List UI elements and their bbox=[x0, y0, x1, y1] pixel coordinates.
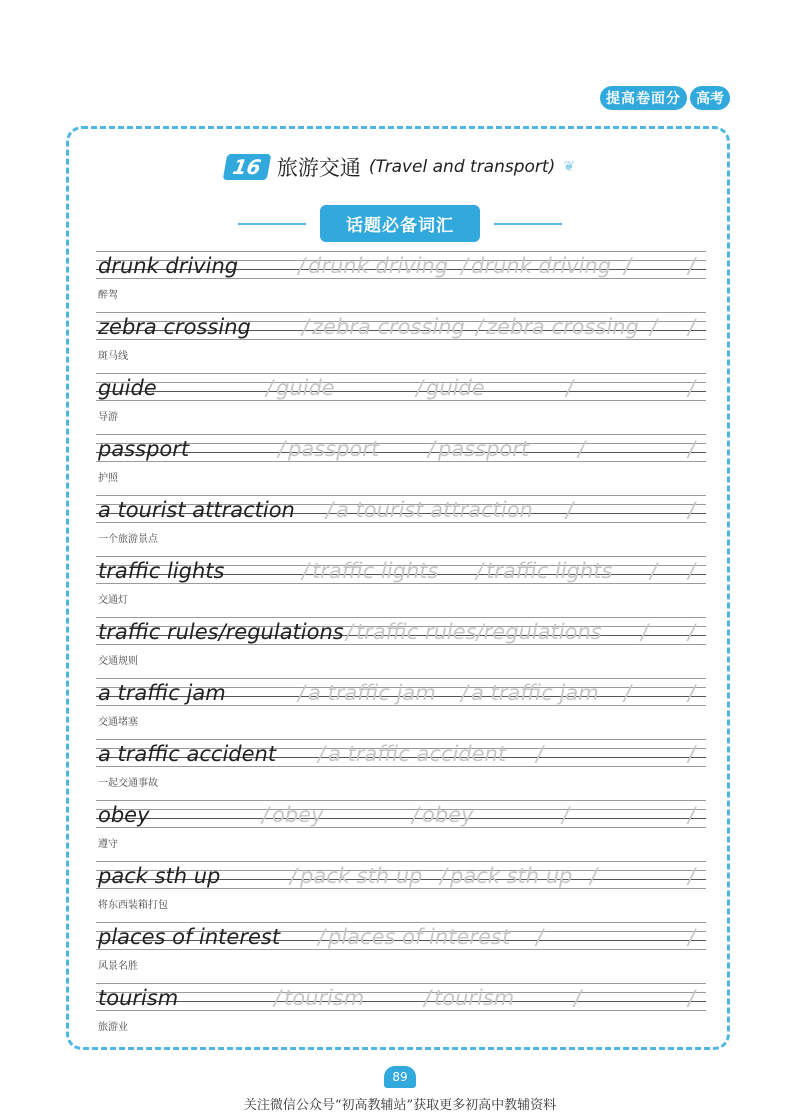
trace-slash: / bbox=[688, 742, 696, 766]
divider-left bbox=[238, 223, 306, 225]
trace-slash: / bbox=[688, 376, 696, 400]
vocab-row bbox=[96, 669, 706, 730]
guide-line bbox=[96, 818, 706, 819]
guide-line bbox=[96, 617, 706, 618]
vocab-row bbox=[96, 242, 706, 303]
trace-slash: / bbox=[688, 498, 696, 522]
vocab-word: a tourist attraction bbox=[98, 498, 295, 522]
guide-line bbox=[96, 522, 706, 523]
trace-slash: / bbox=[536, 925, 544, 949]
trace-slash: / bbox=[262, 803, 270, 827]
vocabulary-list bbox=[96, 242, 706, 1035]
trace-word: obey bbox=[422, 803, 474, 827]
vocab-meaning: 一个旅游景点 bbox=[98, 534, 158, 545]
vocab-word: zebra crossing bbox=[98, 315, 251, 339]
guide-line bbox=[96, 400, 706, 401]
guide-line bbox=[96, 251, 706, 252]
guide-line bbox=[96, 434, 706, 435]
trace-slash: / bbox=[298, 681, 306, 705]
trace-word: a traffic accident bbox=[328, 742, 507, 766]
vocab-meaning: 遵守 bbox=[98, 839, 118, 850]
trace-slash: / bbox=[574, 986, 582, 1010]
title-chinese: 旅游交通 bbox=[276, 156, 361, 180]
guide-line bbox=[96, 678, 706, 679]
vocab-row bbox=[96, 852, 706, 913]
page-number: 89 bbox=[384, 1066, 416, 1088]
trace-slash: / bbox=[688, 437, 696, 461]
trace-slash: / bbox=[641, 620, 649, 644]
trace-word: a traffic jam bbox=[308, 681, 436, 705]
trace-slash: / bbox=[416, 376, 424, 400]
vocab-meaning: 一起交通事故 bbox=[98, 778, 158, 789]
trace-word: tourism bbox=[434, 986, 515, 1010]
trace-slash: / bbox=[688, 559, 696, 583]
page-title bbox=[0, 152, 800, 182]
vocab-row bbox=[96, 608, 706, 669]
trace-word: traffic lights bbox=[486, 559, 613, 583]
vocab-word: obey bbox=[98, 803, 150, 827]
trace-slash: / bbox=[318, 925, 326, 949]
trace-slash: / bbox=[688, 864, 696, 888]
trace-slash: / bbox=[688, 620, 696, 644]
vocab-word: passport bbox=[98, 437, 190, 461]
divider-right bbox=[494, 223, 562, 225]
trace-word: traffic lights bbox=[312, 559, 439, 583]
trace-slash: / bbox=[440, 864, 448, 888]
vocab-word: traffic rules/regulations bbox=[98, 620, 344, 644]
vocab-meaning: 风景名胜 bbox=[98, 961, 138, 972]
trace-word: guide bbox=[426, 376, 485, 400]
vocab-row bbox=[96, 791, 706, 852]
vocab-row bbox=[96, 364, 706, 425]
guide-line bbox=[96, 644, 706, 645]
trace-slash: / bbox=[566, 498, 574, 522]
trace-slash: / bbox=[278, 437, 286, 461]
vocab-meaning: 将东西装箱打包 bbox=[98, 900, 168, 911]
vocab-word: a traffic jam bbox=[98, 681, 226, 705]
trace-word: guide bbox=[276, 376, 335, 400]
guide-line bbox=[96, 339, 706, 340]
vocab-word: traffic lights bbox=[98, 559, 225, 583]
trace-word: traffic rules/regulations bbox=[356, 620, 602, 644]
vocab-row bbox=[96, 425, 706, 486]
guide-line bbox=[96, 922, 706, 923]
trace-slash: / bbox=[424, 986, 432, 1010]
guide-line bbox=[96, 983, 706, 984]
trace-slash: / bbox=[688, 315, 696, 339]
guide-line bbox=[96, 391, 706, 392]
trace-word: pack sth up bbox=[450, 864, 573, 888]
guide-line bbox=[96, 495, 706, 496]
trace-slash: / bbox=[476, 315, 484, 339]
vocab-meaning: 交通堵塞 bbox=[98, 717, 138, 728]
trace-word: obey bbox=[272, 803, 324, 827]
trace-word: tourism bbox=[284, 986, 365, 1010]
trace-word: a tourist attraction bbox=[336, 498, 533, 522]
vocab-row bbox=[96, 547, 706, 608]
vocab-word: tourism bbox=[98, 986, 179, 1010]
guide-line bbox=[96, 809, 706, 810]
trace-slash: / bbox=[688, 681, 696, 705]
trace-slash: / bbox=[650, 559, 658, 583]
trace-slash: / bbox=[290, 864, 298, 888]
vocab-row bbox=[96, 730, 706, 791]
guide-line bbox=[96, 888, 706, 889]
guide-line bbox=[96, 373, 706, 374]
trace-slash: / bbox=[318, 742, 326, 766]
trace-word: passport bbox=[438, 437, 530, 461]
trace-slash: / bbox=[461, 254, 469, 278]
trace-slash: / bbox=[346, 620, 354, 644]
trace-slash: / bbox=[302, 559, 310, 583]
trace-slash: / bbox=[624, 254, 632, 278]
guide-line bbox=[96, 827, 706, 828]
trace-word: pack sth up bbox=[300, 864, 423, 888]
guide-line bbox=[96, 766, 706, 767]
vocab-row bbox=[96, 913, 706, 974]
vocab-row bbox=[96, 303, 706, 364]
guide-line bbox=[96, 583, 706, 584]
vocab-meaning: 旅游业 bbox=[98, 1022, 128, 1033]
guide-line bbox=[96, 739, 706, 740]
guide-line bbox=[96, 1001, 706, 1002]
vocab-word: a traffic accident bbox=[98, 742, 277, 766]
trace-slash: / bbox=[566, 376, 574, 400]
guide-line bbox=[96, 1010, 706, 1011]
guide-line bbox=[96, 556, 706, 557]
trace-slash: / bbox=[650, 315, 658, 339]
trace-word: a traffic jam bbox=[471, 681, 599, 705]
trace-slash: / bbox=[428, 437, 436, 461]
trace-slash: / bbox=[688, 803, 696, 827]
trace-slash: / bbox=[274, 986, 282, 1010]
vocab-word: places of interest bbox=[98, 925, 281, 949]
badge-primary: 提高卷面分 bbox=[600, 86, 687, 110]
trace-slash: / bbox=[688, 986, 696, 1010]
badge-secondary: 高考 bbox=[690, 86, 730, 110]
vocab-meaning: 斑马线 bbox=[98, 351, 128, 362]
trace-slash: / bbox=[688, 925, 696, 949]
trace-slash: / bbox=[476, 559, 484, 583]
header-badge bbox=[600, 86, 730, 110]
section-header bbox=[0, 205, 800, 242]
leaf-icon: ❦ bbox=[563, 159, 575, 175]
trace-slash: / bbox=[412, 803, 420, 827]
vocab-word: pack sth up bbox=[98, 864, 221, 888]
guide-line bbox=[96, 382, 706, 383]
vocab-meaning: 交通规则 bbox=[98, 656, 138, 667]
trace-slash: / bbox=[298, 254, 306, 278]
guide-line bbox=[96, 461, 706, 462]
vocab-row bbox=[96, 974, 706, 1035]
vocab-meaning: 交通灯 bbox=[98, 595, 128, 606]
trace-slash: / bbox=[461, 681, 469, 705]
trace-slash: / bbox=[326, 498, 334, 522]
trace-word: passport bbox=[288, 437, 380, 461]
trace-slash: / bbox=[266, 376, 274, 400]
guide-line bbox=[96, 278, 706, 279]
trace-slash: / bbox=[562, 803, 570, 827]
guide-line bbox=[96, 861, 706, 862]
guide-line bbox=[96, 312, 706, 313]
vocab-word: guide bbox=[98, 376, 157, 400]
trace-word: places of interest bbox=[328, 925, 511, 949]
trace-word: zebra crossing bbox=[486, 315, 639, 339]
guide-line bbox=[96, 992, 706, 993]
trace-slash: / bbox=[590, 864, 598, 888]
vocab-word: drunk driving bbox=[98, 254, 239, 278]
section-title: 话题必备词汇 bbox=[320, 205, 480, 242]
trace-slash: / bbox=[536, 742, 544, 766]
vocab-row bbox=[96, 486, 706, 547]
guide-line bbox=[96, 800, 706, 801]
trace-slash: / bbox=[578, 437, 586, 461]
title-english: (Travel and transport) bbox=[368, 157, 556, 177]
trace-slash: / bbox=[688, 254, 696, 278]
vocab-meaning: 导游 bbox=[98, 412, 118, 423]
guide-line bbox=[96, 949, 706, 950]
trace-slash: / bbox=[624, 681, 632, 705]
trace-slash: / bbox=[302, 315, 310, 339]
vocab-meaning: 护照 bbox=[98, 473, 118, 484]
trace-word: drunk driving bbox=[308, 254, 449, 278]
trace-word: drunk driving bbox=[471, 254, 612, 278]
trace-word: zebra crossing bbox=[312, 315, 465, 339]
vocab-meaning: 醉驾 bbox=[98, 290, 118, 301]
footer-note: 关注微信公众号“初高教辅站”获取更多初高中教辅资料 bbox=[243, 1098, 557, 1113]
guide-line bbox=[96, 705, 706, 706]
unit-number-badge: 16 bbox=[223, 154, 271, 180]
